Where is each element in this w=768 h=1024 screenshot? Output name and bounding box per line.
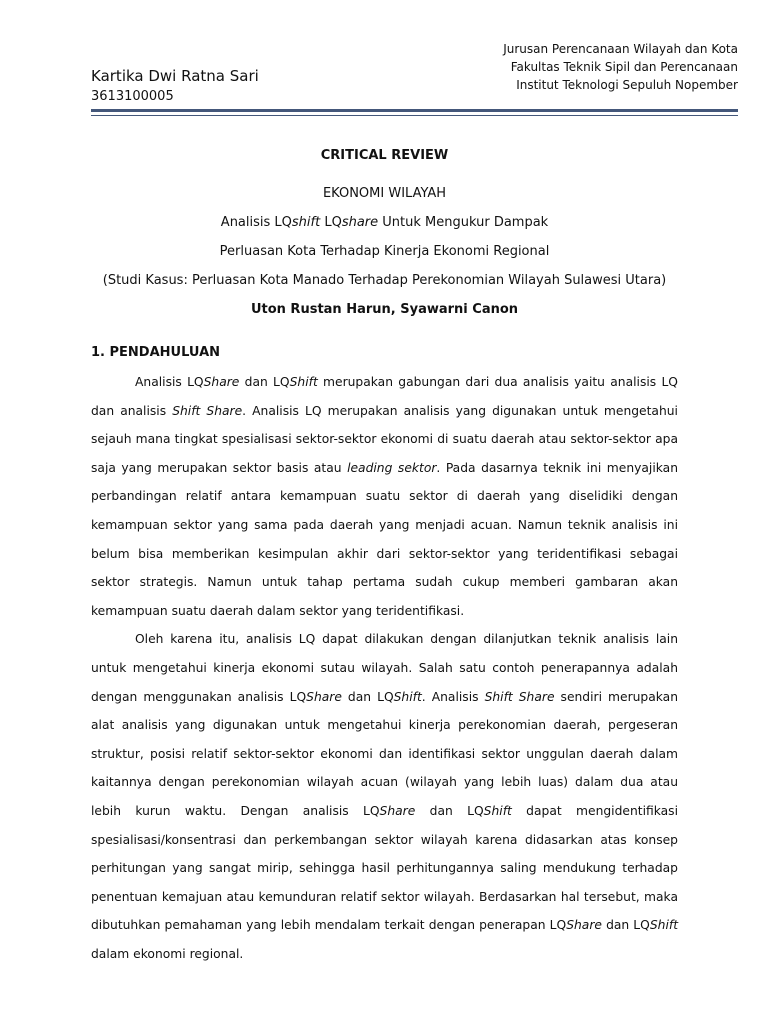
header-rule-thin	[91, 115, 738, 116]
italic-term: Shift	[393, 689, 422, 704]
italic-term: Share	[306, 689, 342, 704]
text-run: dapat mengidentifikasi spesialisasi/konsentrasi dan perkembangan sektor wilayah karena didasarkan atas konsep perhitungan yang sangat mirip, sehingga hasil perhitungannya saling mendukung terhadap penentuan kemajuan atau kemunduran relatif sektor wilayah. Berdasarkan hal tersebut, maka dibutuhkan pemahaman yang lebih mendalam terkait dengan penerapan LQ	[91, 803, 679, 933]
paper-authors: Uton Rustan Harun, Syawarni Canon	[250, 302, 519, 317]
author-name: Kartika Dwi Ratna Sari	[91, 67, 259, 85]
student-id: 3613100005	[91, 89, 174, 104]
document-title: CRITICAL REVIEW	[320, 148, 449, 163]
text-run: . Analisis	[421, 689, 485, 704]
text-run: sendiri merupakan alat analisis yang digunakan untuk mengetahui kinerja perekonomian daerah, pergeseran struktur, posisi relatif sektor-sektor ekonomi dan identifikasi sektor unggulan daerah dalam kaitannya dengan perekonomian wilayah acuan (wilayah yang lebih luas) dalam dua atau lebih kurun waktu. Dengan analisis LQ	[91, 689, 678, 818]
author-block	[91, 66, 259, 106]
text-run: . Analisis LQ merupakan analisis yang digunakan untuk mengetahui sejauh mana tingkat spesialisasi sektor-sektor ekonomi di suatu daerah atau sektor-sektor apa saja yang merupakan sektor basis atau	[91, 403, 678, 475]
paragraph-1	[91, 368, 678, 625]
italic-term: Shift Share	[172, 403, 243, 418]
text-run: . Pada dasarnya teknik ini menyajikan perbandingan relatif antara kemampuan suatu sektor di daerah yang diselidiki dengan kemampuan sektor yang sama pada daerah yang menjadi acuan. Namun teknik analisis ini belum bisa memberikan kesimpulan akhir dari sektor-sektor yang teridentifikasi sebagai sektor strategis. Namun untuk tahap pertama sudah cukup memberi gambaran akan kemampuan suatu daerah dalam sektor yang teridentifikasi.	[91, 460, 678, 618]
italic-term: Share	[379, 803, 416, 818]
section-heading: 1. PENDAHULUAN	[91, 345, 221, 360]
italic-term: Share	[203, 375, 240, 389]
section-body	[91, 368, 678, 968]
header-rule-thick	[91, 109, 738, 112]
italic-term: Shift Share	[484, 689, 555, 704]
text-run: dan LQ	[341, 689, 394, 704]
department: Jurusan Perencanaan Wilayah dan Kota	[503, 42, 738, 56]
paper-title-line-2: Perluasan Kota Terhadap Kinerja Ekonomi Regional	[219, 244, 550, 259]
institute: Institut Teknologi Sepuluh Nopember	[516, 78, 738, 92]
text-run: dan LQ	[239, 375, 290, 389]
paragraph-2	[91, 625, 678, 968]
text-run: dalam ekonomi regional.	[91, 946, 244, 961]
italic-term: Shift	[289, 375, 318, 389]
faculty: Fakultas Teknik Sipil dan Perencanaan	[510, 60, 738, 74]
text-run: Analisis LQ	[135, 375, 204, 389]
course-name: EKONOMI WILAYAH	[322, 186, 447, 201]
text-run: merupakan gabungan dari dua analisis yaitu analisis LQ dan analisis	[91, 375, 678, 418]
title-block	[91, 146, 678, 320]
institution-block	[438, 40, 738, 94]
italic-term: Shift	[649, 918, 679, 933]
text-run: dan LQ	[601, 918, 650, 933]
paper-title-line-1: Analisis LQshift LQshare Untuk Mengukur Dampak	[220, 215, 549, 230]
italic-term: Shift	[483, 803, 512, 818]
text-run: Oleh karena itu, analisis LQ dapat dilakukan dengan dilanjutkan teknik analisis lain untuk mengetahui kinerja ekonomi sutau wilayah. Salah satu contoh penerapannya adalah dengan menggunakan analisis LQ	[91, 632, 678, 704]
text-run: dan LQ	[415, 803, 484, 818]
case-study-line: (Studi Kasus: Perluasan Kota Manado Terhadap Perekonomian Wilayah Sulawesi Utara)	[102, 273, 667, 288]
italic-term: Share	[566, 918, 602, 933]
italic-term: leading sektor	[347, 460, 437, 475]
